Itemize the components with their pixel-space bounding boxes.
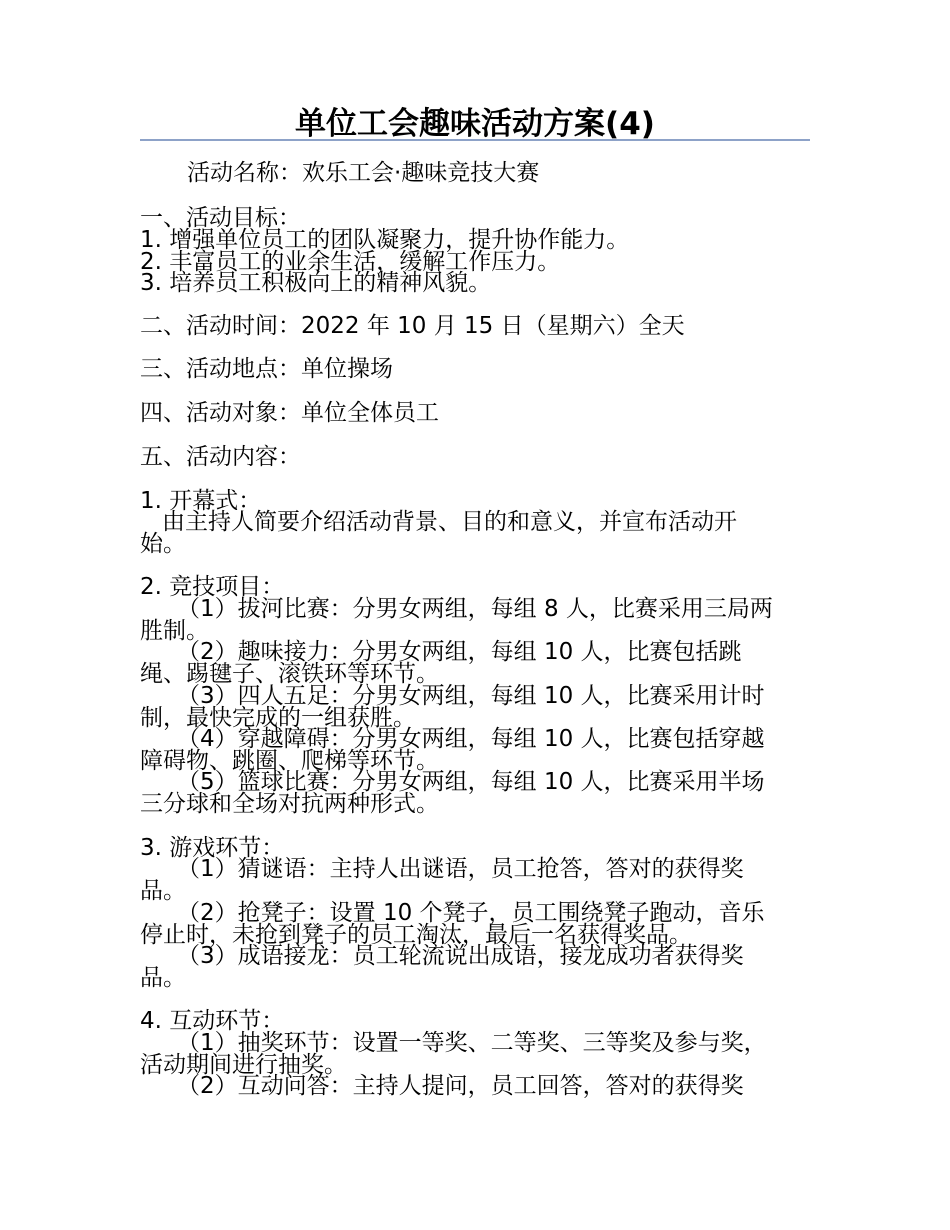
games-heading: 3. 游戏环节： — [140, 835, 285, 861]
section-2-time: 二、活动时间：2022 年 10 月 15 日（星期六）全天 — [140, 313, 685, 339]
document-title: 单位工会趣味活动方案(4) — [295, 106, 655, 142]
games-item-line: 品。 — [140, 965, 186, 991]
games-item-line: 品。 — [140, 878, 186, 904]
competition-item-line: 绳、踢毽子、滚铁环等环节。 — [140, 661, 439, 687]
section-5-heading: 五、活动内容： — [140, 444, 301, 470]
section-3-place: 三、活动地点：单位操场 — [140, 356, 393, 382]
opening-text-line: 由主持人简要介绍活动背景、目的和意义，并宣布活动开 — [162, 509, 737, 535]
interaction-item-line: 活动期间进行抽奖。 — [140, 1052, 347, 1078]
goal-item: 1. 增强单位员工的团队凝聚力，提升协作能力。 — [140, 227, 630, 253]
opening-heading: 1. 开幕式： — [140, 488, 262, 514]
games-item-line: （1）猜谜语：主持人出谜语，员工抢答，答对的获得奖 — [177, 856, 744, 882]
opening-text-line: 始。 — [140, 531, 186, 557]
competition-heading: 2. 竞技项目： — [140, 574, 285, 600]
competition-item-line: （4）穿越障碍：分男女两组，每组 10 人，比赛包括穿越 — [177, 726, 765, 752]
games-item-line: 停止时，未抢到凳子的员工淘汰，最后一名获得奖品。 — [140, 922, 692, 948]
competition-item-line: 三分球和全场对抗两种形式。 — [140, 791, 439, 817]
interaction-heading: 4. 互动环节： — [140, 1008, 285, 1034]
interaction-item-line: （2）互动问答：主持人提问，员工回答，答对的获得奖 — [177, 1073, 744, 1099]
interaction-item-line: （1）抽奖环节：设置一等奖、二等奖、三等奖及参与奖， — [177, 1030, 767, 1056]
competition-item-line: （1）拔河比赛：分男女两组，每组 8 人，比赛采用三局两 — [177, 596, 773, 622]
competition-item-line: （2）趣味接力：分男女两组，每组 10 人，比赛包括跳 — [177, 639, 742, 665]
section-4-audience: 四、活动对象：单位全体员工 — [140, 400, 439, 426]
games-item-line: （3）成语接龙：员工轮流说出成语，接龙成功者获得奖 — [177, 943, 744, 969]
competition-item-line: （3）四人五足：分男女两组，每组 10 人，比赛采用计时 — [177, 683, 765, 709]
section-1-heading: 一、活动目标： — [140, 205, 301, 231]
games-item-line: （2）抢凳子：设置 10 个凳子，员工围绕凳子跑动，音乐 — [177, 900, 765, 926]
title-underline — [140, 139, 810, 141]
goal-item: 3. 培养员工积极向上的精神风貌。 — [140, 270, 492, 296]
competition-item-line: 制，最快完成的一组获胜。 — [140, 705, 416, 731]
competition-item-line: （5）篮球比赛：分男女两组，每组 10 人，比赛采用半场 — [177, 769, 765, 795]
goal-item: 2. 丰富员工的业余生活，缓解工作压力。 — [140, 249, 561, 275]
competition-item-line: 胜制。 — [140, 618, 209, 644]
competition-item-line: 障碍物、跳圈、爬梯等环节。 — [140, 748, 439, 774]
activity-name: 活动名称：欢乐工会·趣味竞技大赛 — [187, 160, 540, 186]
